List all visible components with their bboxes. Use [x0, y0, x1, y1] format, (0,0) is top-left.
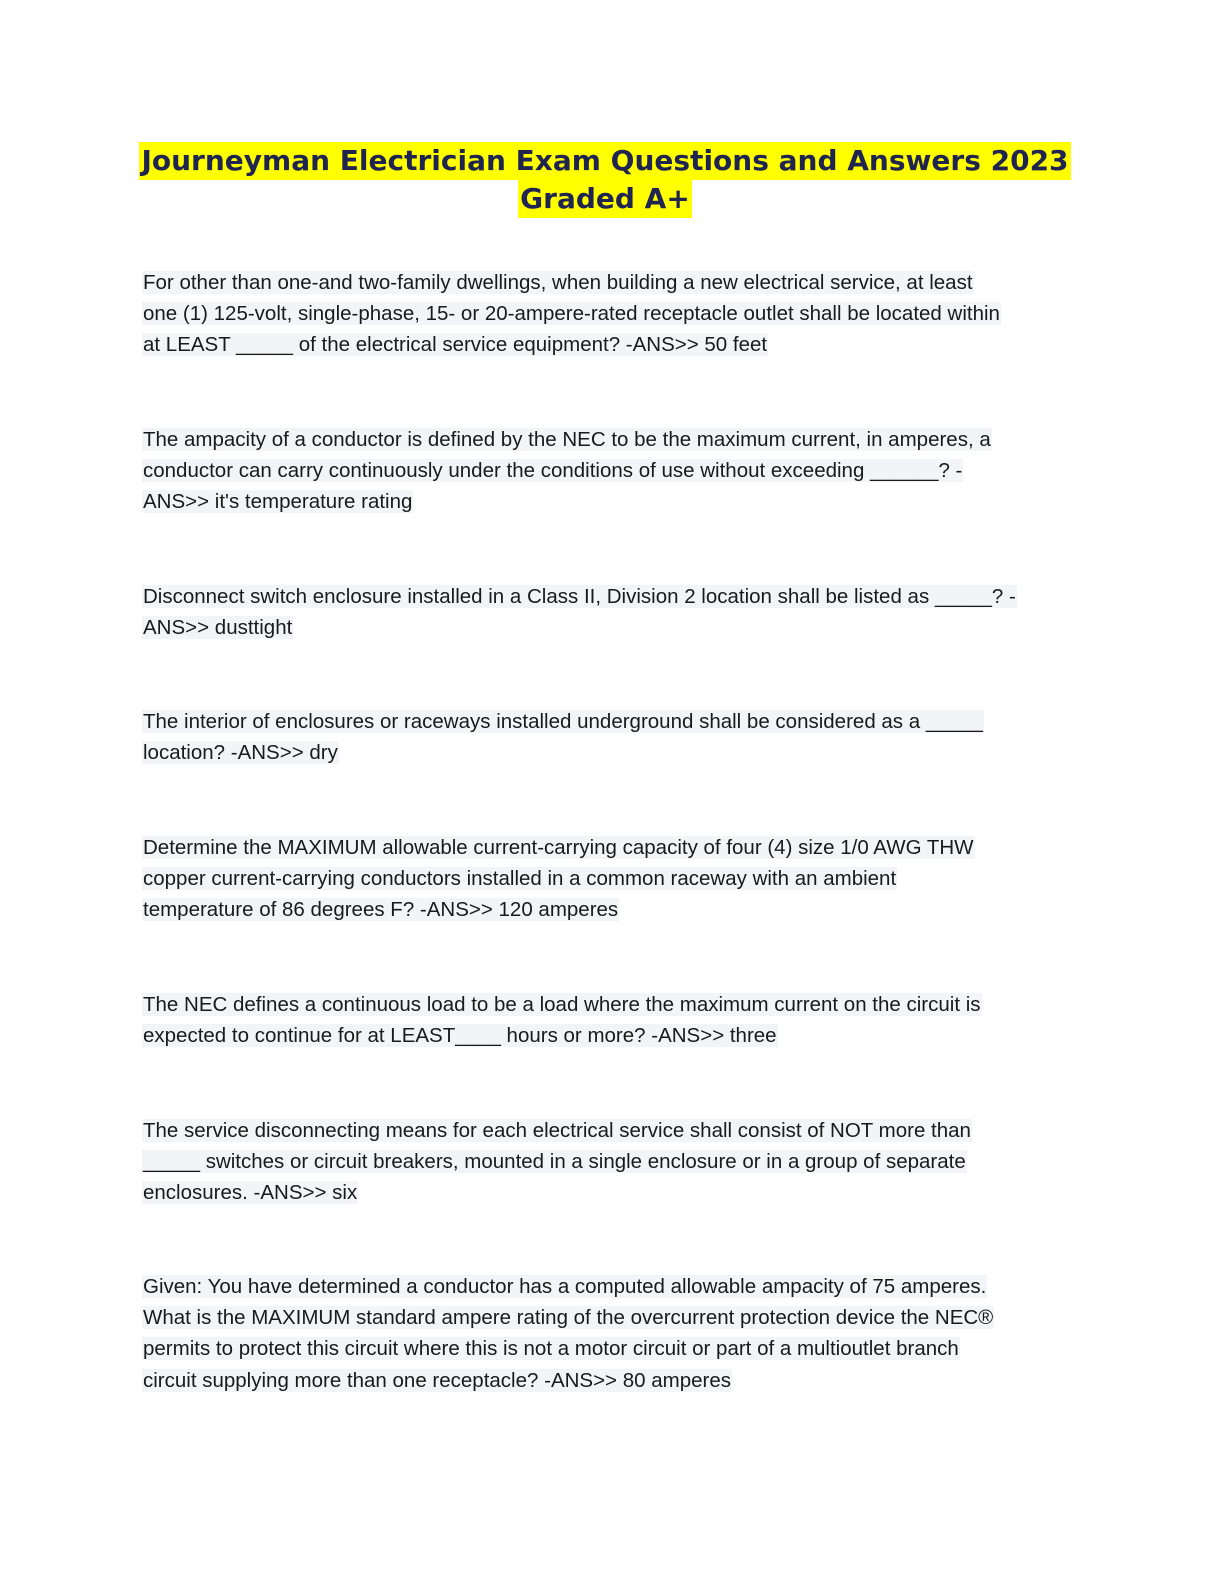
- qa-line: permits to protect this circuit where this is not a motor circuit or part of a multioutlet branch: [143, 1337, 959, 1361]
- qa-item-8: [142, 1271, 1067, 1396]
- qa-line: Given: You have determined a conductor has a computed allowable ampacity of 75 amperes.: [143, 1275, 987, 1298]
- qa-line: copper current-carrying conductors installed in a common raceway with an ambient: [143, 867, 897, 891]
- qa-line: The service disconnecting means for each electrical service shall consist of NOT more than: [143, 1119, 971, 1142]
- qa-item-3: [142, 581, 1067, 643]
- qa-line: expected to continue for at LEAST____ hours or more? -ANS>> three: [143, 1024, 777, 1048]
- qa-line: conductor can carry continuously under the conditions of use without exceeding ______? -: [143, 459, 963, 483]
- qa-line: The interior of enclosures or raceways installed underground shall be considered as a _____: [143, 710, 983, 733]
- qa-line: The NEC defines a continuous load to be a load where the maximum current on the circuit is: [143, 993, 981, 1016]
- qa-line: location? -ANS>> dry: [143, 741, 338, 765]
- qa-item-4: [142, 706, 1067, 768]
- qa-line: Determine the MAXIMUM allowable current-carrying capacity of four (4) size 1/0 AWG THW: [143, 836, 974, 859]
- qa-line: circuit supplying more than one receptacle? -ANS>> 80 amperes: [143, 1368, 731, 1392]
- qa-line: one (1) 125-volt, single-phase, 15- or 20-ampere-rated receptacle outlet shall be located within: [143, 302, 1000, 326]
- qa-line: temperature of 86 degrees F? -ANS>> 120 amperes: [143, 898, 619, 922]
- qa-item-2: [142, 424, 1067, 518]
- qa-item-6: [142, 989, 1067, 1051]
- qa-line: The ampacity of a conductor is defined by the NEC to be the maximum current, in amperes, a: [143, 428, 991, 451]
- qa-line: For other than one-and two-family dwellings, when building a new electrical service, at least: [143, 271, 973, 294]
- qa-line: ANS>> dusttight: [143, 616, 293, 640]
- qa-item-5: [142, 832, 1067, 926]
- qa-line: What is the MAXIMUM standard ampere rating of the overcurrent protection device the NEC®: [143, 1306, 994, 1330]
- qa-line: ANS>> it's temperature rating: [143, 490, 413, 514]
- qa-line: _____ switches or circuit breakers, mounted in a single enclosure or in a group of separate: [143, 1150, 966, 1174]
- qa-line: Disconnect switch enclosure installed in a Class II, Division 2 location shall be listed as _____? -: [143, 585, 1016, 608]
- qa-line: at LEAST _____ of the electrical service equipment? -ANS>> 50 feet: [143, 333, 768, 357]
- qa-item-1: [142, 267, 1067, 361]
- document-title: [100, 142, 1110, 218]
- title-line-2: Graded A+: [518, 180, 692, 218]
- qa-item-7: [142, 1115, 1067, 1209]
- qa-line: enclosures. -ANS>> six: [143, 1181, 358, 1205]
- title-line-1: Journeyman Electrician Exam Questions and Answers 2023: [139, 142, 1070, 180]
